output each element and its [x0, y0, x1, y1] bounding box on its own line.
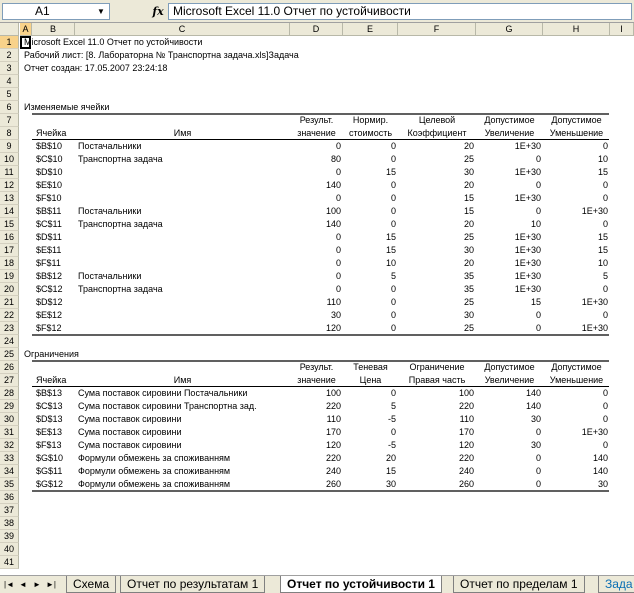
table-row-value-d: 110 [326, 414, 341, 424]
changing_cells-top-rule [32, 113, 609, 115]
table-row-value-f: 15 [463, 206, 474, 216]
column-header-e[interactable]: E [343, 23, 398, 36]
row-header-24[interactable]: 24 [0, 335, 19, 348]
table-row-value-h: 10 [597, 258, 608, 268]
table-row-value-d: 0 [335, 141, 341, 151]
table-row-value-f: 100 [458, 388, 474, 398]
table-row-cell-ref: $C$13 [36, 401, 63, 411]
table-row-value-e: 0 [390, 154, 396, 164]
table-row-cell-ref: $C$11 [36, 219, 62, 229]
table-row-value-g: 30 [530, 440, 541, 450]
chevron-down-icon[interactable]: ▼ [97, 7, 105, 16]
table-row-value-d: 140 [325, 219, 341, 229]
column-header-d[interactable]: D [290, 23, 343, 36]
constraints-header-f-bottom: Правая часть [408, 375, 466, 385]
table-row-value-h: 0 [602, 310, 608, 320]
row-header-40[interactable]: 40 [0, 543, 19, 556]
column-header-i[interactable]: I [610, 23, 634, 36]
table-row-cell-ref: $B$11 [36, 206, 62, 216]
table-row-cell-ref: $D$12 [36, 297, 63, 307]
table-row-value-f: 20 [463, 141, 474, 151]
row-header-6[interactable]: 6 [0, 101, 19, 114]
constraints-header-name: Имя [173, 375, 192, 385]
table-row-value-h: 0 [602, 440, 608, 450]
name-box-value: A1 [35, 4, 50, 18]
row-header-33[interactable]: 33 [0, 452, 19, 465]
column-header-a[interactable]: A [20, 23, 32, 36]
constraints-top-rule [32, 360, 609, 362]
changing_cells-header-e-top: Нормир. [352, 115, 389, 125]
row-header-21[interactable]: 21 [0, 296, 19, 309]
row-header-22[interactable]: 22 [0, 309, 19, 322]
table-row-value-h: 140 [592, 466, 608, 476]
constraints-section-title: Ограничения [24, 349, 79, 359]
table-row-value-g: 1E+30 [514, 245, 541, 255]
table-row-value-g: 10 [530, 219, 541, 229]
last-sheet-button[interactable]: ►| [46, 580, 56, 589]
table-row-cell-ref: $F$12 [36, 323, 62, 333]
row-header-30[interactable]: 30 [0, 413, 19, 426]
table-row-cell-ref: $B$13 [36, 388, 63, 398]
table-row-value-h: 0 [602, 284, 608, 294]
table-row-value-e: 0 [390, 206, 396, 216]
table-row-value-f: 30 [463, 310, 474, 320]
table-row-value-d: 220 [325, 401, 341, 411]
row-header-41[interactable]: 41 [0, 556, 19, 569]
table-row-name [78, 309, 289, 322]
row-header-14[interactable]: 14 [0, 205, 19, 218]
constraints-header-e-top: Теневая [353, 362, 388, 372]
table-row-name [78, 179, 289, 192]
changing_cells-header-g-top: Допустимое [484, 115, 535, 125]
table-row-value-g: 0 [535, 453, 541, 463]
constraints-header-h-bottom: Уменьшение [549, 375, 604, 385]
report-sheet: Рабочий лист: [8. Лабораторна № Транспортна задача.xls]Задача [24, 50, 299, 60]
constraints-header-cell: Ячейка [36, 375, 67, 385]
table-row-name [78, 231, 289, 244]
row-header-36[interactable]: 36 [0, 491, 19, 504]
table-row-value-f: 35 [463, 271, 474, 281]
table-row-value-g: 0 [535, 479, 541, 489]
column-header-b[interactable]: B [32, 23, 75, 36]
row-header-1[interactable]: 1 [0, 36, 19, 49]
tab-schema[interactable]: Схема [66, 576, 116, 593]
table-row-value-e: 0 [390, 193, 396, 203]
row-header-26[interactable]: 26 [0, 361, 19, 374]
table-row-value-f: 20 [463, 258, 474, 268]
table-row-value-d: 0 [335, 258, 341, 268]
table-row-value-g: 0 [535, 427, 541, 437]
table-row-value-g: 1E+30 [514, 167, 541, 177]
table-row-value-h: 15 [597, 167, 608, 177]
table-row-name: Постачальники [78, 206, 142, 216]
row-header-17[interactable]: 17 [0, 244, 19, 257]
table-row-name: Сума поставок сировини Транспортна зад. [78, 401, 257, 411]
table-row-value-g: 1E+30 [514, 141, 541, 151]
table-row-name [78, 166, 289, 179]
row-header-13[interactable]: 13 [0, 192, 19, 205]
table-row-value-h: 0 [602, 401, 608, 411]
table-row-value-g: 1E+30 [514, 271, 541, 281]
table-row-name: Сума поставок сировини [78, 427, 182, 437]
table-row-name: Сума поставок сировини Постачальники [78, 388, 248, 398]
table-row-value-d: 80 [330, 154, 341, 164]
table-row-name: Формули обмежень за споживанням [78, 466, 231, 476]
table-row-value-h: 1E+30 [581, 427, 608, 437]
table-row-value-h: 0 [602, 193, 608, 203]
table-row-value-f: 25 [463, 154, 474, 164]
table-row-value-e: 15 [385, 232, 396, 242]
constraints-header-d-top: Результ. [299, 362, 334, 372]
table-row-value-d: 120 [325, 440, 341, 450]
table-row-value-d: 100 [325, 388, 341, 398]
table-row-cell-ref: $C$10 [36, 154, 63, 164]
next-sheet-button[interactable]: ► [33, 580, 41, 589]
row-header-11[interactable]: 11 [0, 166, 19, 179]
table-row-value-f: 30 [463, 167, 474, 177]
table-row-cell-ref: $F$13 [36, 440, 62, 450]
table-row-value-e: 5 [390, 271, 396, 281]
table-row-value-f: 15 [463, 193, 474, 203]
row-header-28[interactable]: 28 [0, 387, 19, 400]
constraints-header-f-top: Ограничение [409, 362, 465, 372]
table-row-cell-ref: $E$11 [36, 245, 62, 255]
table-row-value-f: 25 [463, 232, 474, 242]
row-header-2[interactable]: 2 [0, 49, 19, 62]
table-row-cell-ref: $G$10 [36, 453, 64, 463]
first-sheet-button[interactable]: |◄ [4, 580, 14, 589]
tab-limits-report[interactable]: Отчет по пределам 1 [453, 576, 585, 593]
table-row-value-e: 15 [385, 466, 396, 476]
table-row-value-f: 240 [458, 466, 474, 476]
table-row-value-e: 0 [390, 427, 396, 437]
constraints-header-e-bottom: Цена [359, 375, 382, 385]
table-row-value-e: 5 [390, 401, 396, 411]
table-row-cell-ref: $E$10 [36, 180, 63, 190]
column-header-g[interactable]: G [476, 23, 543, 36]
formula-bar [0, 0, 634, 23]
table-row-name: Сума поставок сировини [78, 414, 182, 424]
table-row-value-e: 10 [385, 258, 396, 268]
changing_cells-header-h-bottom: Уменьшение [549, 128, 604, 138]
row-header-39[interactable]: 39 [0, 530, 19, 543]
table-row-value-f: 20 [463, 180, 474, 190]
table-row-value-h: 10 [597, 154, 608, 164]
table-row-value-h: 140 [592, 453, 608, 463]
prev-sheet-button[interactable]: ◄ [19, 580, 27, 589]
table-row-name [78, 257, 289, 270]
table-row-name [78, 244, 289, 257]
table-row-cell-ref: $E$13 [36, 427, 63, 437]
table-row-value-d: 0 [335, 193, 341, 203]
changing_cells-header-f-top: Целевой [418, 115, 456, 125]
table-row-value-g: 1E+30 [514, 232, 541, 242]
table-row-name [78, 296, 289, 309]
report-title: Microsoft Excel 11.0 Отчет по устойчивости [24, 37, 203, 47]
changing_cells-header-e-bottom: стоимость [348, 128, 393, 138]
table-row-cell-ref: $D$13 [36, 414, 63, 424]
formula-input[interactable]: Microsoft Excel 11.0 Отчет по устойчивости [168, 3, 632, 20]
table-row-value-d: 0 [335, 245, 341, 255]
row-header-23[interactable]: 23 [0, 322, 19, 335]
table-row-value-f: 220 [458, 453, 474, 463]
table-row-cell-ref: $F$11 [36, 258, 61, 268]
table-row-value-e: 0 [390, 141, 396, 151]
table-row-name: Сума поставок сировини [78, 440, 182, 450]
column-header-f[interactable]: F [398, 23, 476, 36]
table-row-name: Постачальники [78, 271, 142, 281]
table-row-value-d: 240 [325, 466, 341, 476]
table-row-cell-ref: $E$12 [36, 310, 63, 320]
row-header-19[interactable]: 19 [0, 270, 19, 283]
changing_cells-header-d-bottom: значение [297, 128, 336, 138]
row-header-20[interactable]: 20 [0, 283, 19, 296]
table-row-value-g: 140 [525, 401, 541, 411]
table-row-value-h: 15 [597, 232, 608, 242]
row-header-32[interactable]: 32 [0, 439, 19, 452]
column-header-c[interactable]: C [75, 23, 290, 36]
tab-sensitivity-report[interactable]: Отчет по устойчивости 1 [280, 576, 442, 593]
table-row-value-e: -5 [387, 414, 396, 424]
tab-results-report[interactable]: Отчет по результатам 1 [120, 576, 265, 593]
table-row-value-e: 0 [390, 284, 396, 294]
row-header-9[interactable]: 9 [0, 140, 19, 153]
table-row-value-e: 20 [385, 453, 396, 463]
constraints-header-g-top: Допустимое [484, 362, 535, 372]
tab-task[interactable]: Зада [598, 576, 634, 593]
table-row-cell-ref: $F$10 [36, 193, 62, 203]
table-row-value-h: 0 [602, 219, 608, 229]
row-header-3[interactable]: 3 [0, 62, 19, 75]
table-row-value-d: 30 [330, 310, 341, 320]
table-row-value-f: 260 [458, 479, 474, 489]
table-row-value-g: 0 [535, 180, 541, 190]
table-row-value-h: 1E+30 [581, 297, 608, 307]
table-row-value-d: 100 [325, 206, 341, 216]
table-row-value-e: 0 [390, 310, 396, 320]
table-row-cell-ref: $G$12 [36, 479, 64, 489]
row-header-12[interactable]: 12 [0, 179, 19, 192]
row-header-10[interactable]: 10 [0, 153, 19, 166]
constraints-header-h-top: Допустимое [551, 362, 602, 372]
changing_cells-header-d-top: Результ. [299, 115, 334, 125]
table-row-name [78, 322, 289, 335]
table-row-value-d: 0 [335, 271, 341, 281]
table-row-value-e: 15 [385, 245, 396, 255]
row-header-34[interactable]: 34 [0, 465, 19, 478]
table-row-value-g: 140 [525, 388, 541, 398]
table-row-name: Постачальники [78, 141, 142, 151]
table-row-value-d: 120 [325, 323, 341, 333]
table-row-value-e: 15 [385, 167, 396, 177]
row-header-35[interactable]: 35 [0, 478, 19, 491]
table-row-value-e: 0 [390, 297, 396, 307]
constraints-header-d-bottom: значение [297, 375, 336, 385]
table-row-name: Транспортна задача [78, 219, 163, 229]
table-row-value-h: 1E+30 [581, 206, 608, 216]
table-row-value-e: -5 [387, 440, 396, 450]
table-row-value-d: 140 [325, 180, 341, 190]
table-row-value-h: 0 [602, 141, 608, 151]
table-row-value-f: 170 [458, 427, 474, 437]
table-row-value-g: 0 [535, 466, 541, 476]
table-row-value-e: 0 [390, 180, 396, 190]
table-row-value-h: 1E+30 [581, 323, 608, 333]
select-all-corner[interactable] [0, 23, 19, 36]
table-row-name: Транспортна задача [78, 154, 163, 164]
table-row-value-f: 25 [463, 323, 474, 333]
table-row-value-d: 110 [326, 297, 341, 307]
row-header-18[interactable]: 18 [0, 257, 19, 270]
table-row-name: Транспортна задача [78, 284, 163, 294]
table-row-name: Формули обмежень за споживанням [78, 453, 231, 463]
table-row-value-g: 0 [535, 323, 541, 333]
changing_cells-header-g-bottom: Увеличение [484, 128, 535, 138]
table-row-value-f: 30 [463, 245, 474, 255]
row-header-16[interactable]: 16 [0, 231, 19, 244]
table-row-value-d: 170 [325, 427, 341, 437]
table-row-name [78, 192, 289, 205]
table-row-value-g: 0 [535, 206, 541, 216]
table-row-value-g: 15 [530, 297, 541, 307]
table-row-value-f: 35 [463, 284, 474, 294]
table-row-value-h: 30 [597, 479, 608, 489]
table-row-cell-ref: $B$10 [36, 141, 63, 151]
table-row-value-e: 0 [390, 219, 396, 229]
row-header-27[interactable]: 27 [0, 374, 19, 387]
table-row-name: Формули обмежень за споживанням [78, 479, 231, 489]
table-row-cell-ref: $B$12 [36, 271, 63, 281]
table-row-value-g: 0 [535, 310, 541, 320]
table-row-value-d: 220 [325, 453, 341, 463]
row-header-37[interactable]: 37 [0, 504, 19, 517]
row-header-15[interactable]: 15 [0, 218, 19, 231]
table-row-value-e: 0 [390, 388, 396, 398]
table-row-value-h: 0 [602, 388, 608, 398]
table-row-value-g: 1E+30 [514, 258, 541, 268]
table-row-value-f: 25 [463, 297, 474, 307]
row-header-8[interactable]: 8 [0, 127, 19, 140]
table-row-cell-ref: $C$12 [36, 284, 63, 294]
table-row-value-f: 20 [463, 219, 474, 229]
row-header-4[interactable]: 4 [0, 75, 19, 88]
row-header-5[interactable]: 5 [0, 88, 19, 101]
table-row-value-d: 0 [335, 167, 341, 177]
row-header-38[interactable]: 38 [0, 517, 19, 530]
constraints-header-g-bottom: Увеличение [484, 375, 535, 385]
row-header-7[interactable]: 7 [0, 114, 19, 127]
table-row-cell-ref: $D$11 [36, 232, 62, 242]
table-row-cell-ref: $G$11 [36, 466, 63, 476]
table-row-value-g: 0 [535, 154, 541, 164]
row-header-31[interactable]: 31 [0, 426, 19, 439]
changing_cells-header-h-top: Допустимое [551, 115, 602, 125]
column-header-h[interactable]: H [543, 23, 610, 36]
table-row-value-f: 110 [459, 414, 474, 424]
table-row-cell-ref: $D$10 [36, 167, 63, 177]
table-row-value-f: 120 [458, 440, 474, 450]
table-row-value-g: 1E+30 [514, 284, 541, 294]
table-row-value-e: 30 [385, 479, 396, 489]
row-header-25[interactable]: 25 [0, 348, 19, 361]
table-row-value-e: 0 [390, 323, 396, 333]
changing_cells-header-cell: Ячейка [36, 128, 67, 138]
changing_cells-header-name: Имя [173, 128, 192, 138]
table-row-value-d: 260 [325, 479, 341, 489]
function-icon[interactable]: fx [152, 5, 164, 18]
row-header-29[interactable]: 29 [0, 400, 19, 413]
table-row-value-g: 30 [530, 414, 541, 424]
table-row-value-g: 1E+30 [514, 193, 541, 203]
table-row-value-d: 0 [335, 232, 341, 242]
changing_cells-header-f-bottom: Коэффициент [407, 128, 467, 138]
table-row-value-h: 0 [602, 180, 608, 190]
changing_cells-section-title: Изменяемые ячейки [24, 102, 110, 112]
table-row-value-h: 15 [597, 245, 608, 255]
sheet-tab-bar [0, 575, 634, 593]
table-row-value-d: 0 [335, 284, 341, 294]
report-created: Отчет создан: 17.05.2007 23:24:18 [24, 63, 168, 73]
table-row-value-f: 220 [458, 401, 474, 411]
table-row-value-h: 5 [602, 271, 608, 281]
table-row-value-h: 0 [602, 414, 608, 424]
